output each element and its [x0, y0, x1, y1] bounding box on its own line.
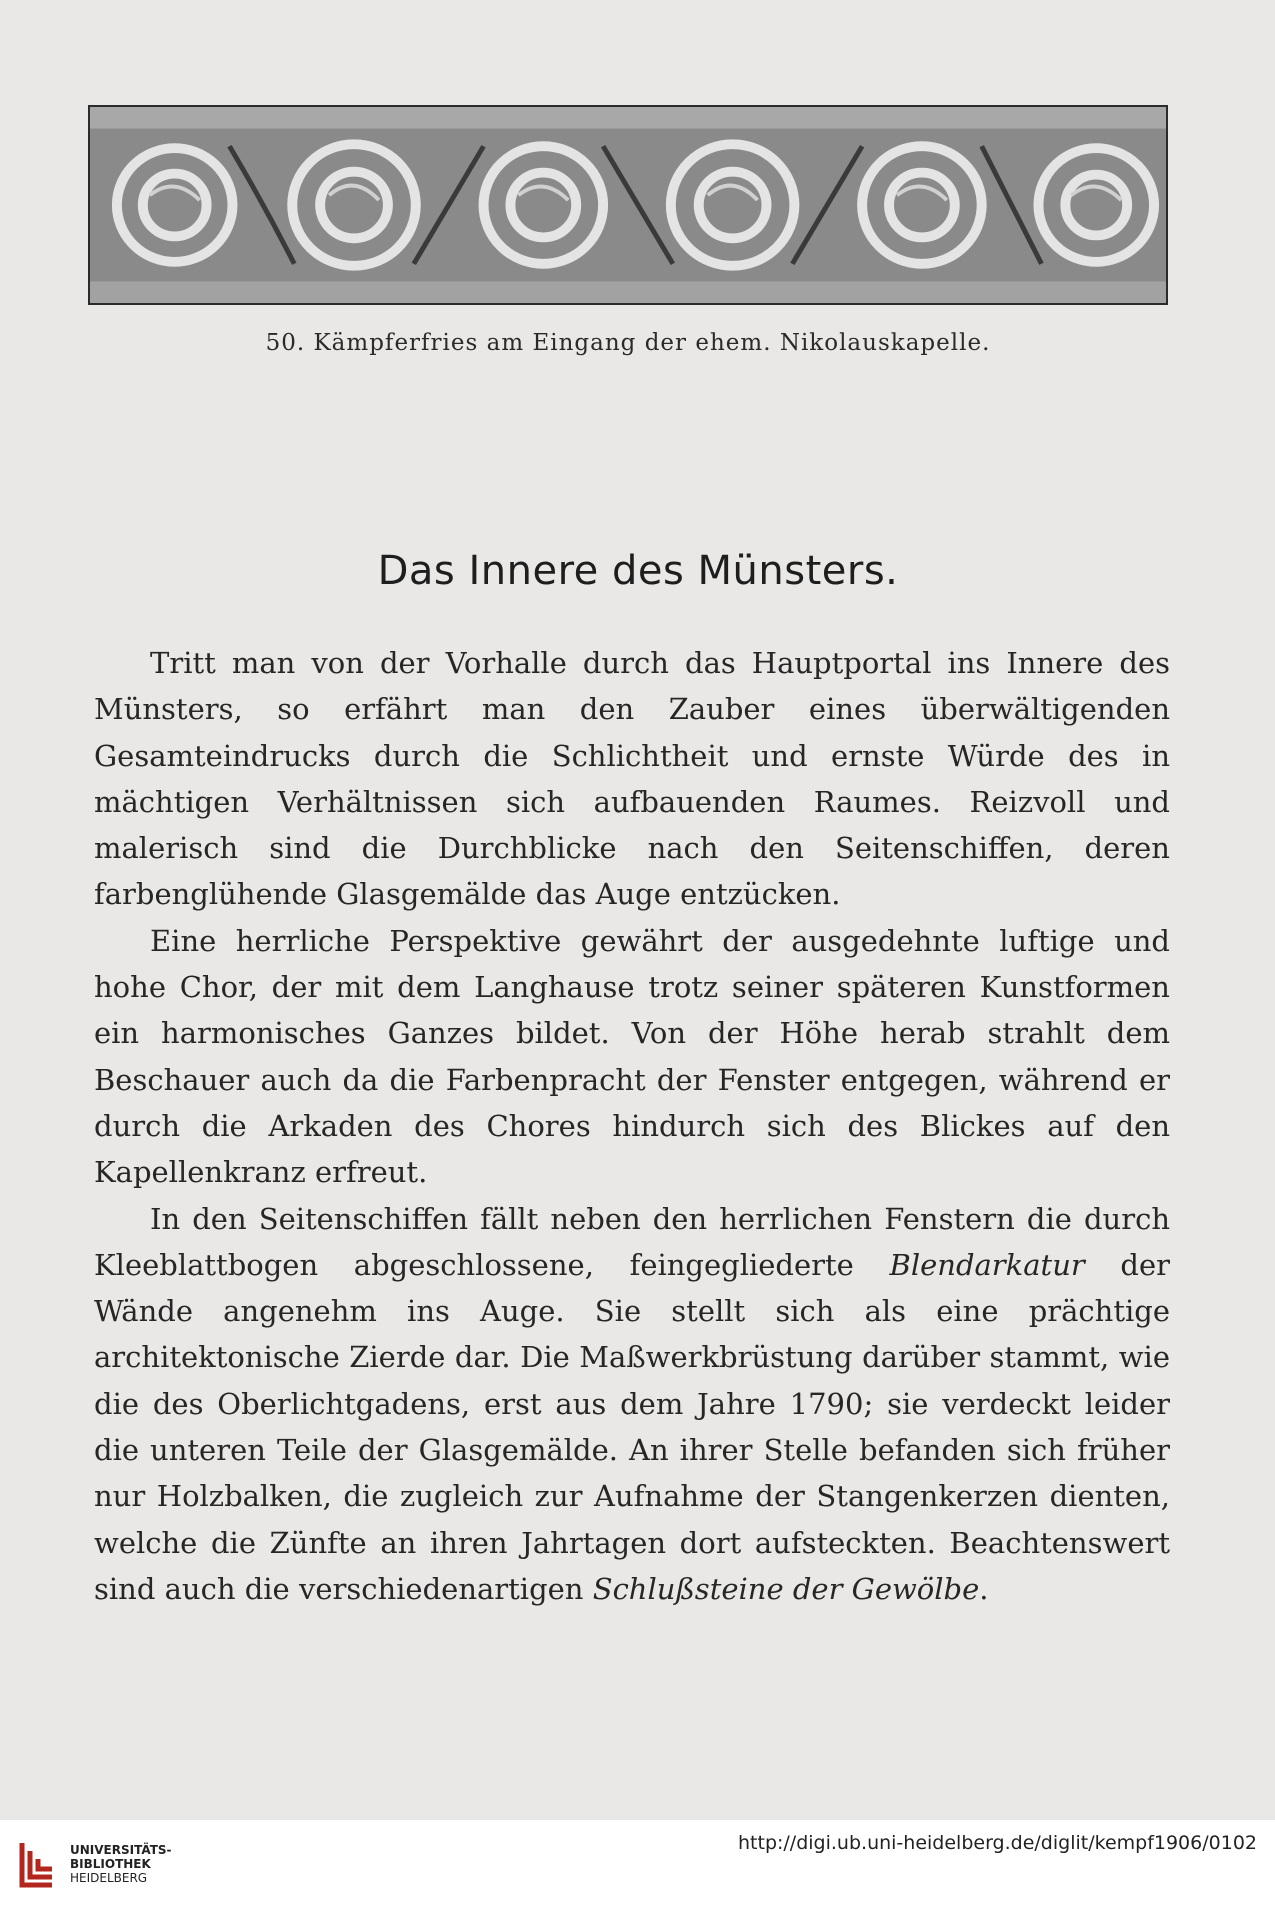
library-name-line: BIBLIOTHEK	[70, 1857, 151, 1871]
italic-term: Blendarkatur	[889, 1247, 1085, 1282]
text-run: .	[979, 1571, 989, 1606]
library-name-line: UNIVERSITÄTS-	[70, 1843, 172, 1857]
frieze-illustration	[88, 105, 1168, 305]
text-run: der Wände angenehm ins Auge. Sie stellt sich als eine prächtige architektonische Zierde dar. Die Maßwerkbrüstung darüber stammt, wie die des Oberlichtgadens, erst aus dem Jahre 1790; sie verdeckt leider die unteren Teile der Glasgemälde. An ihrer Stelle befanden sich früher nur Holzbalken, die zugleich zur Aufnahme der Stangenkerzen dienten, welche die Zünfte an ihren Jahrtagen dort aufsteckten. Beachtenswert sind auch die verschiedenartigen	[94, 1247, 1171, 1606]
paragraph	[94, 640, 1170, 918]
paragraph	[94, 1196, 1170, 1613]
text-run: Tritt man von der Vorhalle durch das Hauptportal ins Innere des Münsters, so erfährt man den Zauber eines überwältigenden Gesamteindrucks durch die Schlichtheit und ernste Würde des in mächtigen Verhältnissen sich aufbauenden Raumes. Reizvoll und malerisch sind die Durchblicke nach den Seitenschiffen, deren farbenglühende Glasgemälde das Auge entzücken.	[94, 646, 1170, 912]
italic-term: Schlußsteine der Gewölbe	[592, 1571, 980, 1606]
text-run: In den Seitenschiffen fällt neben den herrlichen Fenstern die durch Kleeblattbogen abgeschlossene, feingegliederte	[94, 1201, 1170, 1282]
text-run: Eine herrliche Perspektive gewährt der ausgedehnte luftige und hohe Chor, der mit dem Langhause trotz seiner späteren Kunstformen ein harmonisches Ganzes bildet. Von der Höhe herab strahlt dem Beschauer auch da die Farbenpracht der Fenster entgegen, während er durch die Arkaden des Chores hindurch sich des Blickes auf den Kapellenkranz erfreut.	[94, 923, 1170, 1190]
figure-caption: 50. Kämpferfries am Eingang der ehem. Nikolauskapelle.	[265, 330, 991, 356]
library-name-line: HEIDELBERG	[70, 1871, 148, 1885]
library-name	[70, 1843, 172, 1885]
section-heading: Das Innere des Münsters.	[377, 548, 899, 594]
source-url-link[interactable]: http://digi.ub.uni-heidelberg.de/diglit/kempf1906/0102	[738, 1832, 1257, 1854]
paragraph	[94, 918, 1170, 1196]
body-text	[94, 640, 1170, 1612]
library-logo-icon	[16, 1835, 58, 1893]
